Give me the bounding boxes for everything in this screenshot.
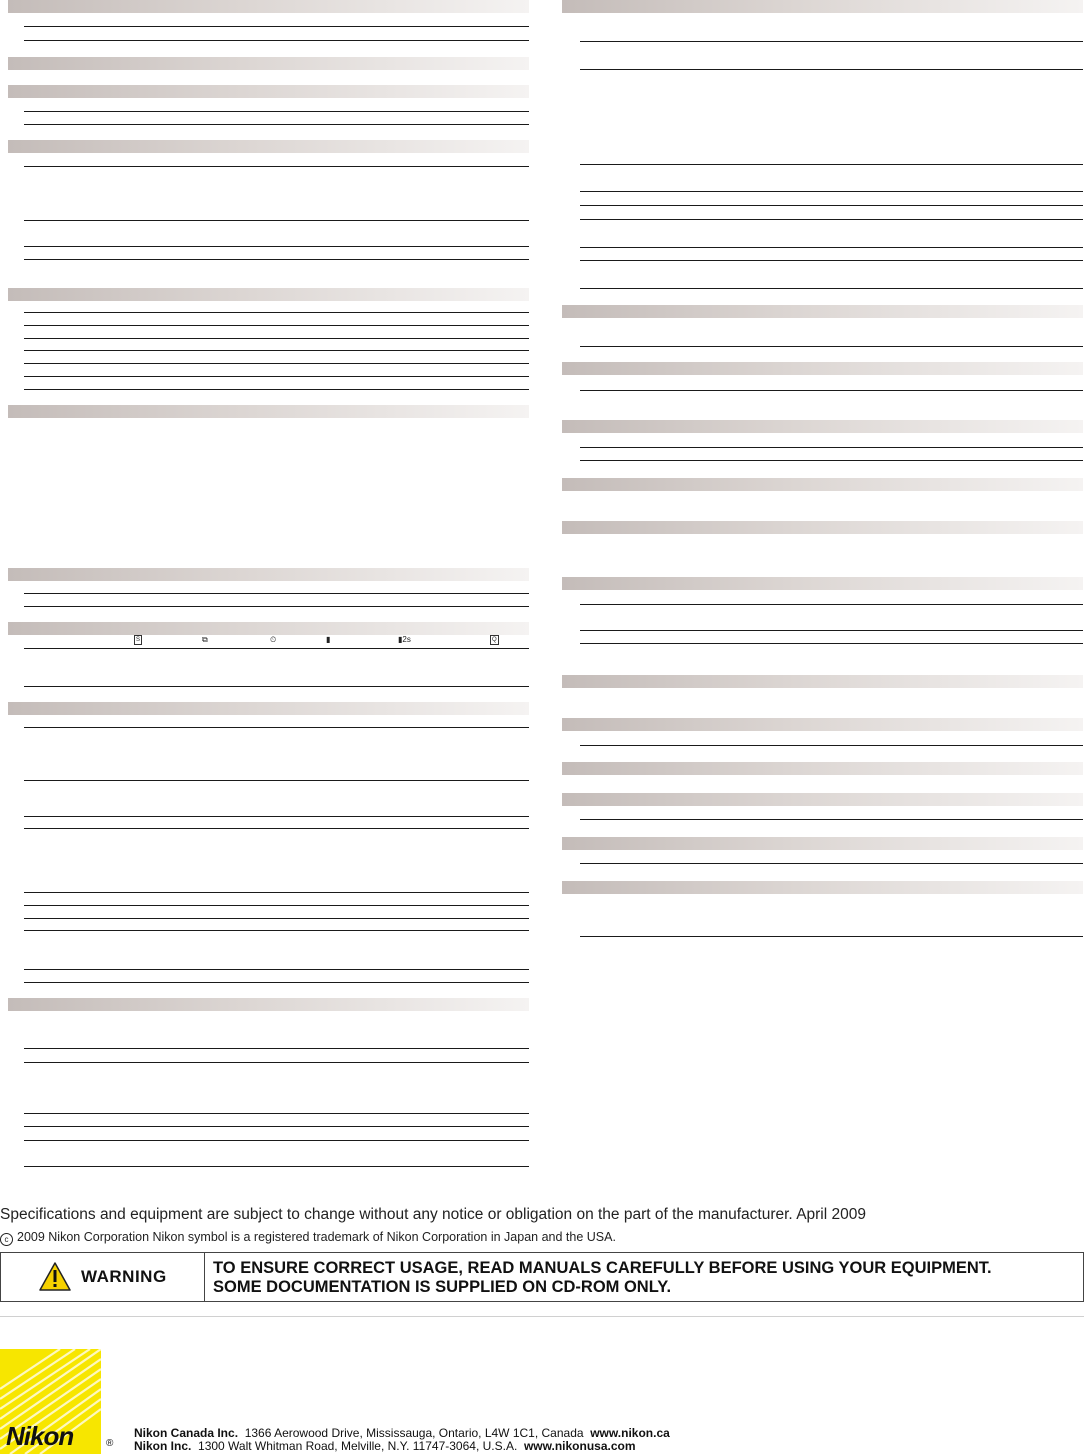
row-divider: [580, 260, 1083, 261]
row-divider: [580, 288, 1083, 289]
drive-mode-icons: [8, 635, 529, 647]
row-divider: [580, 390, 1083, 391]
row-divider: [24, 1140, 529, 1141]
section-header-bar: [8, 85, 529, 98]
row-divider: [24, 124, 529, 125]
warning-line-2: SOME DOCUMENTATION IS SUPPLIED ON CD-ROM ONLY.: [213, 1278, 672, 1296]
row-divider: [24, 26, 529, 27]
row-divider: [24, 606, 529, 607]
row-divider: [24, 930, 529, 931]
row-divider: [24, 350, 529, 351]
section-header-bar: [8, 702, 529, 715]
section-header-bar: [8, 140, 529, 153]
row-divider: [24, 246, 529, 247]
remote-icon: ▮: [326, 635, 331, 644]
row-divider: [24, 338, 529, 339]
row-divider: [580, 447, 1083, 448]
row-divider: [24, 220, 529, 221]
row-divider: [24, 325, 529, 326]
row-divider: [580, 819, 1083, 820]
row-divider: [24, 259, 529, 260]
section-header-bar: [8, 0, 529, 13]
section-header-bar: [562, 675, 1083, 688]
section-header-bar: [562, 762, 1083, 775]
section-header-bar: [562, 837, 1083, 850]
spec-notice-text: Specifications and equipment are subject to change without any notice or obligation on the part of the manufacturer.: [0, 1206, 793, 1223]
section-header-bar: [562, 305, 1083, 318]
continuous-icon: ⧉: [202, 635, 208, 644]
row-divider: [580, 604, 1083, 605]
spec-notice: [0, 1206, 866, 1224]
registered-mark: ®: [106, 1438, 114, 1449]
section-header-bar: [562, 793, 1083, 806]
row-divider: [24, 780, 529, 781]
section-header-bar: [562, 478, 1083, 491]
row-divider: [580, 460, 1083, 461]
section-header-bar: [8, 405, 529, 418]
row-divider: [580, 745, 1083, 746]
warning-message: [213, 1259, 992, 1297]
office-url[interactable]: www.nikonusa.com: [523, 1439, 636, 1453]
single-frame-icon: S: [136, 637, 141, 643]
row-divider: [580, 69, 1083, 70]
row-divider: [24, 376, 529, 377]
row-divider: [580, 219, 1083, 220]
office-company: Nikon Inc.: [134, 1439, 192, 1453]
copyright-icon: c: [0, 1233, 13, 1246]
row-divider: [24, 982, 529, 983]
office-usa: [134, 1440, 636, 1453]
remote-2s-icon: ▮2s: [398, 635, 411, 644]
row-divider: [580, 643, 1083, 644]
row-divider: [580, 936, 1083, 937]
office-address: 1366 Aerowood Drive, Mississauga, Ontario, L4W 1C1, Canada: [244, 1426, 584, 1440]
warning-label-cell: [1, 1253, 205, 1301]
row-divider: [580, 191, 1083, 192]
section-header-bar: [562, 420, 1083, 433]
row-divider: [24, 892, 529, 893]
row-divider: [24, 686, 529, 687]
section-header-bar: [562, 577, 1083, 590]
copyright-text: 2009 Nikon Corporation Nikon symbol is a registered trademark of Nikon Corporation in Japan and the USA.: [17, 1230, 616, 1244]
section-header-bar: [562, 881, 1083, 894]
row-divider: [24, 648, 529, 649]
row-divider: [24, 918, 529, 919]
row-divider: [24, 1113, 529, 1114]
row-divider: [24, 389, 529, 390]
row-divider: [24, 727, 529, 728]
row-divider: [24, 363, 529, 364]
row-divider: [24, 312, 529, 313]
warning-triangle-icon: [38, 1261, 72, 1292]
section-header-bar: [8, 622, 529, 635]
section-header-bar: [8, 57, 529, 70]
row-divider: [24, 816, 529, 817]
section-header-bar: [8, 288, 529, 301]
section-header-bar: [562, 362, 1083, 375]
office-address: 1300 Walt Whitman Road, Melville, N.Y. 11747-3064, U.S.A.: [198, 1439, 518, 1453]
office-url[interactable]: www.nikon.ca: [590, 1426, 670, 1440]
row-divider: [580, 247, 1083, 248]
row-divider: [580, 41, 1083, 42]
row-divider: [24, 1048, 529, 1049]
section-header-bar: [562, 718, 1083, 731]
section-header-bar: [562, 0, 1083, 13]
row-divider: [24, 1062, 529, 1063]
row-divider: [24, 1126, 529, 1127]
warning-line-1: TO ENSURE CORRECT USAGE, READ MANUALS CAREFULLY BEFORE USING YOUR EQUIPMENT.: [213, 1259, 992, 1277]
row-divider: [24, 1166, 529, 1167]
section-header-bar: [562, 521, 1083, 534]
row-divider: [580, 630, 1083, 631]
row-divider: [580, 863, 1083, 864]
row-divider: [580, 164, 1083, 165]
footer-divider: [0, 1316, 1084, 1317]
row-divider: [24, 593, 529, 594]
quiet-icon: Q: [492, 637, 497, 643]
row-divider: [24, 166, 529, 167]
row-divider: [24, 828, 529, 829]
section-header-bar: [8, 568, 529, 581]
office-company: Nikon Canada Inc.: [134, 1426, 239, 1440]
self-timer-icon: ⏲: [270, 635, 277, 644]
row-divider: [24, 40, 529, 41]
section-header-bar: [8, 998, 529, 1011]
row-divider: [580, 205, 1083, 206]
nikon-logo: [0, 1349, 101, 1454]
row-divider: [24, 905, 529, 906]
warning-label: WARNING: [81, 1267, 167, 1286]
spec-notice-date: April 2009: [796, 1206, 866, 1223]
row-divider: [580, 346, 1083, 347]
warning-box: [0, 1252, 1084, 1302]
logo-wordmark: Nikon: [6, 1421, 74, 1451]
row-divider: [24, 111, 529, 112]
copyright-line: [0, 1230, 616, 1246]
row-divider: [24, 969, 529, 970]
